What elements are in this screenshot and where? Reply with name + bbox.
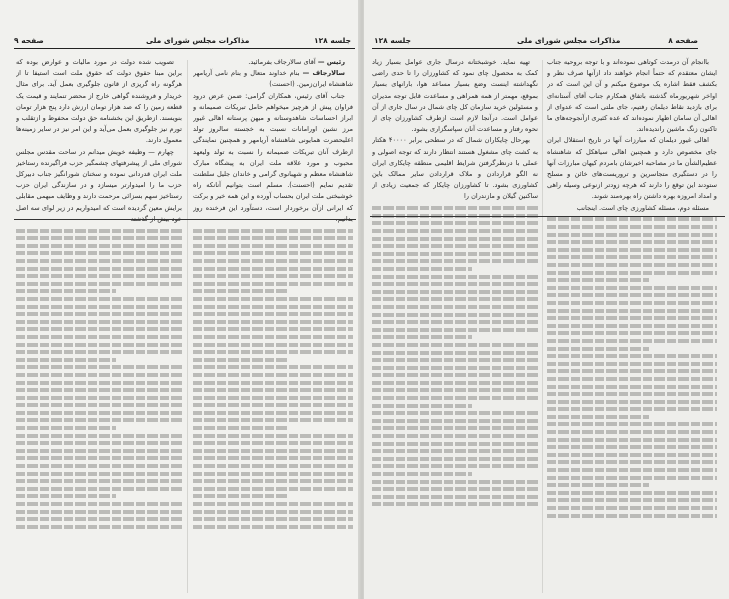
illegible-text-line	[16, 229, 182, 233]
illegible-text-line	[372, 381, 538, 385]
text-column-right	[547, 57, 717, 595]
illegible-text-line	[372, 320, 538, 324]
illegible-text-line	[193, 274, 353, 278]
page-header	[372, 36, 698, 48]
illegible-text-line	[372, 297, 538, 301]
illegible-text-line	[16, 282, 182, 286]
illegible-text-line	[547, 483, 649, 487]
illegible-text-line	[372, 502, 538, 506]
illegible-text-line	[547, 491, 717, 495]
illegible-text-line	[193, 229, 353, 233]
illegible-text-line	[372, 404, 472, 408]
paragraph	[547, 135, 717, 202]
column-divider	[187, 60, 188, 593]
illegible-text-line	[547, 407, 717, 411]
illegible-text-line	[16, 343, 182, 347]
illegible-text-line	[372, 495, 538, 499]
illegible-text-line	[372, 480, 538, 484]
illegible-text-line	[547, 225, 717, 229]
illegible-text-line	[16, 464, 182, 468]
illegible-text-line	[547, 347, 649, 351]
illegible-text-line	[16, 320, 182, 324]
illegible-text-line	[372, 313, 538, 317]
illegible-text-line	[193, 381, 353, 385]
illegible-text-line	[16, 381, 182, 385]
column-divider	[542, 60, 543, 593]
right-page	[364, 0, 729, 599]
illegible-text-line	[193, 441, 353, 445]
illegible-text-line	[193, 434, 353, 438]
illegible-text-line	[372, 464, 538, 468]
paragraph-text: جناب آقای رئیس، همکاران گرامی: ضمن عرض درود فراوان پیش از هرچیز میخواهم حامل تبریکات صمیمانه و ابراز احساسات شاهدوستانه و میهن پرستانه اهالی غیور مرز نشین اورامانات نسبت به خجسته سالروز تولد اعلیحضرت همایونی شاهنشاه آریامهر و همچنین نمایندگی ازطرف آنان تبریکات صمیمانه را نسبت به تولد ولیعهد محبوب و مورد علاقه ملت ایران به پیشگاه مبارک شاهنشاه معظم و شهبانوی گرامی و خاندان جلیل سلطنت تقدیم نمایم (احسنت). مسلم است بتوانیم آنانکه راه خوشبختی ملت ایران بحساب آورده و این همه خیر و برکت که ایرانی ازآن برخوردار است، دستآورد این فرخنده روز	[193, 91, 353, 212]
illegible-text-line	[372, 267, 472, 271]
paragraph	[547, 57, 717, 135]
illegible-text-line	[193, 464, 353, 468]
illegible-text-line	[547, 453, 717, 457]
illegible-text-line	[193, 320, 353, 324]
illegible-text-line	[16, 479, 182, 483]
illegible-text-line	[372, 358, 538, 362]
scan-artifact-line	[14, 219, 356, 220]
illegible-text-line	[193, 244, 353, 248]
illegible-text-line	[547, 233, 717, 237]
text-column-left	[372, 57, 538, 595]
illegible-text-line	[193, 479, 353, 483]
illegible-text-line	[16, 251, 182, 255]
illegible-text-line	[547, 263, 717, 267]
illegible-text-line	[372, 411, 538, 415]
illegible-text-line	[547, 286, 717, 290]
illegible-text-line	[547, 415, 649, 419]
paragraph-text: بنام خداوند متعال و بنام نامی آریامهر شاهنشاه ایران‌زمین. (احسنت)	[193, 69, 353, 89]
illegible-text-line	[16, 289, 116, 293]
illegible-text-line	[193, 350, 353, 354]
illegible-text-line	[372, 472, 472, 476]
illegible-text-line	[372, 229, 538, 233]
illegible-text-line	[16, 434, 182, 438]
illegible-text-line	[16, 244, 182, 248]
illegible-text-line	[16, 259, 182, 263]
illegible-text-line	[193, 411, 353, 415]
illegible-text-line	[372, 305, 538, 309]
illegible-text-line	[547, 392, 717, 396]
illegible-text-line	[193, 297, 353, 301]
speaker-name: سالارجاف —	[302, 69, 345, 78]
illegible-text-line	[193, 510, 353, 514]
session-number: جلسه ۱۲۸	[314, 36, 351, 45]
paragraph-text: چهارم — وظیفه خویش میدانم در ساحت مقدس مجلس شورای ملی از پیشرفتهای چشمگیر حزب فراگیرنده رستاخیز ملت ایران قدردانی نموده و سخنان شورانگیز جناب دبیرکل حزب ما را امیدوارتر میسازد و در سازندگی ایران حزب رستاخیز سهم بسزائی مرحمت دارند و وظایف مبهمی مقابلی برایش معین گردیده است که امیدواریم در زیر لوای سه اصل	[16, 147, 182, 212]
illegible-text-line	[372, 221, 538, 225]
illegible-text-line	[193, 517, 353, 521]
illegible-text-line	[547, 430, 717, 434]
illegible-text-line	[16, 396, 182, 400]
illegible-text-line	[193, 388, 353, 392]
illegible-text-line	[193, 282, 353, 286]
illegible-text-line	[372, 419, 538, 423]
illegible-text-line	[16, 517, 182, 521]
illegible-text-line	[372, 328, 538, 332]
paragraph-text: باانجام آن درمدت کوتاهی نموده‌اند و با توجه بروحیه جناب ایشان معتقدم که حتماً انجام خواهند داد ازآنها صرف نظر و بکشف فقط اشاره یک موضوع میکنم و آن این است که در اواخر شهریورماه گذشته باتفاق همکارم جناب آقای آستانه‌ای برای بازدید نقاط دیلمان رفتیم، جای ملتی است که عدوای از اهالی آن سامان اظهار نموده‌اند که عده کثیری ازآنجوجه‌های ما تاکنون زنگ ماشین راندیده‌اند.	[547, 58, 717, 134]
illegible-text-line	[547, 301, 717, 305]
illegible-text-line	[547, 422, 717, 426]
illegible-text-line	[193, 456, 353, 460]
illegible-text-line	[16, 274, 182, 278]
illegible-text-line	[372, 442, 538, 446]
illegible-text-line	[16, 305, 182, 309]
paragraph	[193, 91, 353, 225]
illegible-text-line	[372, 343, 538, 347]
header-rule	[14, 48, 355, 49]
illegible-text-line	[372, 449, 538, 453]
illegible-text-line	[547, 255, 717, 259]
text-column-right	[193, 57, 353, 595]
illegible-text-line	[547, 278, 649, 282]
running-title: مذاکرات مجلس شورای ملی	[517, 36, 621, 45]
paragraph-text: اهالی غیور دیلمان که مبارزات آنها در تاریخ استقلال ایران جای مخصوص دارد و همچنین اهالی سیاهکل که شاهنشاه عظیم‌الشأن ما در مصاحبه اخیرشان بامردم کیهان مبارزات آنها را در دستگیری متجاسرین و تروریست‌های خائن و مسلح ستودند این توقع را دارند که هرچه زودتر ازنوعی وسیله راهی و امداد امروزه بهره داشتن راه بهره‌مند شوند.	[547, 136, 717, 201]
illegible-text-line	[547, 476, 717, 480]
illegible-text-line	[193, 236, 353, 240]
illegible-text-line	[372, 366, 538, 370]
illegible-text-line	[547, 324, 717, 328]
illegible-text-line	[193, 525, 353, 529]
illegible-text-line	[372, 252, 538, 256]
illegible-text-line	[193, 358, 289, 362]
illegible-text-line	[372, 434, 538, 438]
text-column-left	[16, 57, 182, 595]
illegible-text-line	[16, 297, 182, 301]
illegible-text-line	[16, 358, 116, 362]
illegible-text-line	[372, 206, 538, 210]
illegible-text-line	[372, 457, 538, 461]
illegible-text-line	[16, 365, 182, 369]
illegible-text-line	[193, 449, 353, 453]
illegible-text-line	[193, 494, 289, 498]
paragraph	[372, 57, 538, 135]
illegible-text-line	[372, 426, 538, 430]
illegible-text-line	[16, 426, 116, 430]
illegible-text-line	[372, 396, 538, 400]
illegible-text-line	[16, 449, 182, 453]
speaker-name: رئیس —	[317, 58, 345, 66]
illegible-text-line	[547, 400, 717, 404]
illegible-text-line	[547, 468, 717, 472]
header-rule	[372, 48, 698, 49]
illegible-text-line	[547, 309, 717, 313]
illegible-text-line	[547, 316, 717, 320]
illegible-text-line	[16, 487, 182, 491]
illegible-text-line	[547, 271, 717, 275]
running-title: مذاکرات مجلس شورای ملی	[146, 36, 250, 45]
illegible-text-line	[193, 403, 353, 407]
illegible-text-line	[193, 502, 353, 506]
illegible-text-line	[16, 472, 182, 476]
illegible-text-line	[547, 377, 717, 381]
paragraph	[193, 57, 353, 68]
illegible-text-line	[193, 343, 353, 347]
illegible-text-line	[372, 351, 538, 355]
illegible-text-line	[193, 305, 353, 309]
page-header	[14, 36, 355, 48]
illegible-text-line	[372, 237, 538, 241]
paragraph-text: تهیه نماید. خوشبختانه درسال جاری عوامل بسیار زیاد کمک به محصول چای نمود که کشاورزان را تا حدی راضی نگهداشته اینست وضع بسیار مساعد هوا، بارانهای بسیار بموقع، مهمتر از همه همراهی و مساعدت قابل توجه مدیران و مسئولین خرید سازمان کل چای شمال در سال جاری از آن عوامل است. درآنجا لازم است ازطرف کشاورزان چای از نحوه رفتار و مساعدت آنان سپاسگزاری بشود.	[372, 58, 538, 134]
illegible-text-line	[193, 418, 353, 422]
illegible-text-line	[547, 514, 717, 518]
illegible-text-line	[372, 373, 538, 377]
illegible-text-line	[16, 327, 182, 331]
illegible-text-line	[372, 259, 538, 263]
paragraph-text: تصویب شده دولت در مورد مالیات و عوارض بوده که براین مبنا حقوق دولت که حقوق ملت است استیفا تا از هرگونه راه گریزی از قانون جلوگیری بعمل آید. برای مثال خریدار و فروشنده گواهی خارج از محضر تنمایند و قیمت یک قطعه زمین را که صد هزار تومان ارزش دارد پنج هزار تومان بنویسند. ازطریق این بخشنامه حق دولت محفوظ و ازتقلب و تورم نیز جلوگیری بعمل می‌آید و این امر نیز در سایر زمینه‌ها معمول دارند.	[16, 58, 182, 145]
illegible-text-line	[372, 290, 538, 294]
illegible-text-line	[547, 498, 717, 502]
illegible-text-line	[193, 327, 353, 331]
illegible-text-line	[16, 403, 182, 407]
illegible-text-line	[547, 506, 717, 510]
illegible-text-line	[16, 312, 182, 316]
illegible-text-line	[547, 362, 717, 366]
left-page	[0, 0, 360, 599]
paragraph	[372, 135, 538, 202]
illegible-text-line	[547, 240, 717, 244]
illegible-text-line	[193, 365, 353, 369]
illegible-text-line	[547, 460, 717, 464]
page-number: صفحه ۹	[14, 36, 44, 45]
session-number: جلسه ۱۲۸	[374, 36, 411, 45]
illegible-text-line	[16, 335, 182, 339]
illegible-text-line	[16, 494, 116, 498]
illegible-text-line	[193, 426, 289, 430]
illegible-text-line	[16, 411, 182, 415]
illegible-text-line	[16, 350, 182, 354]
paragraph-text: آقای سالارجاف بفرمائید.	[248, 58, 318, 66]
illegible-text-line	[547, 445, 717, 449]
illegible-text-line	[16, 456, 182, 460]
illegible-text-line	[547, 354, 717, 358]
illegible-text-line	[372, 388, 538, 392]
illegible-text-line	[547, 438, 717, 442]
illegible-text-line	[16, 267, 182, 271]
illegible-text-line	[193, 335, 353, 339]
illegible-text-line	[372, 335, 472, 339]
illegible-text-line	[16, 373, 182, 377]
page-number: صفحه ۸	[668, 36, 698, 45]
illegible-text-line	[193, 373, 353, 377]
illegible-text-line	[547, 369, 717, 373]
illegible-text-line	[547, 339, 717, 343]
paragraph	[16, 147, 182, 225]
illegible-text-line	[547, 293, 717, 297]
paragraph	[193, 68, 353, 90]
illegible-text-line	[372, 282, 538, 286]
illegible-text-line	[193, 312, 353, 316]
illegible-text-line	[547, 248, 717, 252]
illegible-text-line	[193, 472, 353, 476]
illegible-text-line	[193, 259, 353, 263]
illegible-text-line	[193, 267, 353, 271]
illegible-text-line	[193, 396, 353, 400]
illegible-text-line	[16, 236, 182, 240]
illegible-text-line	[193, 289, 289, 293]
paragraph-text: بهرحال چایکاران شمال که در سطحی برابر ۴۰۰۰۰ هکتار به کشت چای مشغول هستند انتظار دارند که توجه اصولی و عملی با درنظرگرفتن شرایط اقلیمی منطقه چایکاری ایران نه الگو قراردادن و ملاک قراردادن سایر ممالک باین کشاورزی بشود. تا کشاورزان چایکار که جمعیت زیادی از ساکنین گیلان و مازندران را	[372, 136, 538, 201]
paragraph	[16, 57, 182, 147]
illegible-text-line	[372, 275, 538, 279]
illegible-text-line	[372, 487, 538, 491]
illegible-text-line	[547, 331, 717, 335]
illegible-text-line	[16, 502, 182, 506]
illegible-text-line	[193, 487, 353, 491]
illegible-text-line	[547, 385, 717, 389]
illegible-text-line	[547, 217, 717, 221]
illegible-text-line	[16, 388, 182, 392]
illegible-text-line	[372, 244, 538, 248]
illegible-text-line	[16, 418, 182, 422]
illegible-text-line	[193, 251, 353, 255]
paragraph	[547, 203, 717, 214]
paragraph-text: مسئله دوم، مسئله کشاورزی چای است. اینجانب	[576, 203, 709, 212]
illegible-text-line	[16, 525, 182, 529]
scan-artifact-line	[370, 216, 725, 217]
illegible-text-line	[16, 441, 182, 445]
illegible-text-line	[16, 510, 182, 514]
